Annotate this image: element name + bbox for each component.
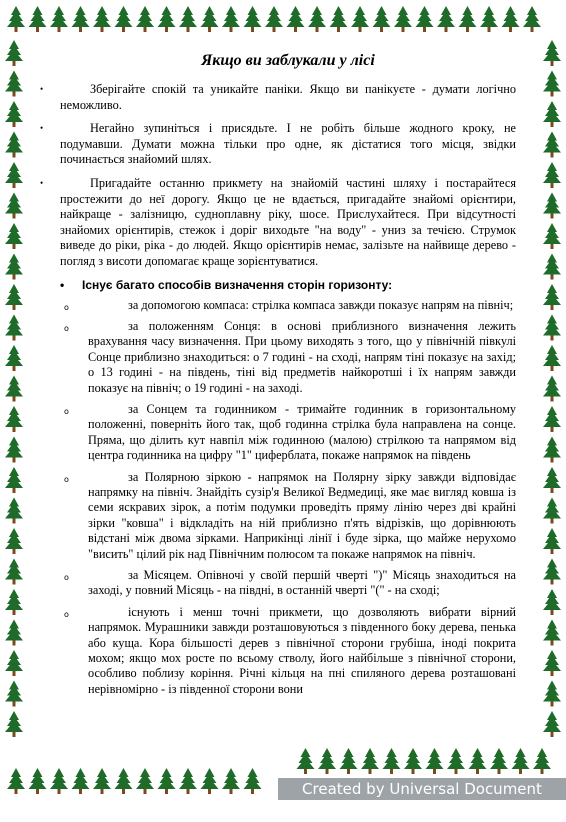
fir-tree-icon [512, 748, 530, 774]
fir-tree-icon [5, 681, 23, 707]
paragraph: • Негайно зупиніться і присядьте. І не робіть більше жодного кроку, не подумавши. Думати можна тільки про одне, як дістатися того місця, звідки починається знайомий шлях. [40, 121, 516, 167]
document-body [40, 52, 516, 703]
fir-tree-icon [5, 284, 23, 310]
fir-tree-icon [136, 768, 154, 794]
fir-tree-icon [179, 768, 197, 794]
fir-tree-icon [297, 748, 315, 774]
fir-tree-icon [287, 6, 305, 32]
fir-tree-icon [543, 254, 561, 280]
list-item: o за допомогою компаса: стрілка компаса завжди показує напрям на північ; [60, 298, 516, 313]
fir-tree-icon [5, 711, 23, 737]
fir-tree-icon [93, 6, 111, 32]
list-item: o за Сонцем та годинником - тримайте годинник в горизонтальному положенні, поверніть його так, щоб годинна стрілка була направлена на сонце. Пряма, що ділить кут навпіл між годинною (малою) стрілкою та напрямом від центра годинника на цифру "1" циферблата, покаже напрямок на південь [64, 401, 516, 463]
fir-tree-icon [543, 620, 561, 646]
fir-tree-icon [244, 6, 262, 32]
fir-tree-icon [543, 376, 561, 402]
fir-tree-icon [5, 620, 23, 646]
fir-tree-icon [543, 193, 561, 219]
fir-tree-icon [373, 6, 391, 32]
fir-tree-icon [543, 528, 561, 554]
fir-tree-icon [543, 40, 561, 66]
fir-tree-icon [5, 559, 23, 585]
fir-tree-icon [490, 748, 508, 774]
fir-tree-icon [5, 528, 23, 554]
fir-tree-icon [5, 193, 23, 219]
fir-tree-icon [543, 589, 561, 615]
fir-tree-icon [543, 467, 561, 493]
fir-tree-icon [201, 768, 219, 794]
fir-tree-icon [361, 748, 379, 774]
fir-tree-icon [244, 768, 262, 794]
fir-tree-icon [5, 437, 23, 463]
fir-tree-icon [543, 681, 561, 707]
fir-tree-icon [29, 6, 47, 32]
fir-tree-icon [5, 40, 23, 66]
fir-tree-icon [533, 748, 551, 774]
fir-tree-icon [222, 6, 240, 32]
fir-tree-icon [5, 254, 23, 280]
fir-tree-icon [179, 6, 197, 32]
fir-tree-icon [5, 406, 23, 432]
fir-tree-icon [543, 223, 561, 249]
circle-bullet-icon: o [64, 323, 69, 333]
bullet-icon: • [60, 277, 65, 292]
fir-tree-icon [201, 6, 219, 32]
orientation-methods-list [60, 298, 516, 698]
fir-tree-icon [50, 6, 68, 32]
list-item: o за Полярною зіркою - напрямок на Полярну зірку завжди відповідає напрямку на північ. Знайдіть сузір'я Великої Ведмедиці, яке має вигляд ковша із семи яскравих зірок, а потім подумки проведіть пряму лінію через дві крайні зірки "ковша" і відкладіть на ній приблизно п'ять відрізків, що дорівнюють відстані між двома зірками. Наприкінці лінії і буде зірка, що майже нерухомо "висить" цілий рік над Північним полюсом та покаже напрямок на північ. [64, 469, 516, 561]
fir-tree-icon [308, 6, 326, 32]
fir-tree-icon [50, 768, 68, 794]
fir-tree-icon [447, 748, 465, 774]
fir-tree-icon [459, 6, 477, 32]
fir-tree-icon [5, 589, 23, 615]
fir-tree-icon [543, 284, 561, 310]
fir-tree-icon [265, 6, 283, 32]
fir-tree-icon [351, 6, 369, 32]
fir-tree-icon [340, 748, 358, 774]
fir-tree-icon [543, 498, 561, 524]
fir-tree-icon [115, 768, 133, 794]
fir-tree-icon [5, 376, 23, 402]
fir-tree-icon [7, 6, 25, 32]
fir-tree-icon [115, 6, 133, 32]
fir-tree-icon [394, 6, 412, 32]
fir-tree-icon [5, 315, 23, 341]
watermark-banner: Created by Universal Document Converter [278, 778, 566, 800]
fir-tree-icon [29, 768, 47, 794]
fir-tree-icon [7, 768, 25, 794]
fir-tree-icon [543, 71, 561, 97]
fir-tree-icon [222, 768, 240, 794]
list-item: o за положенням Сонця: в основі приблизного визначення лежить врахування часу визначення. При цьому виходять з того, що у північній півкулі Сонце приблизно знаходиться: о 7 годині - на сході, напрям тіні показує на захід; о 13 годині - на південь, тіні від предметів найкоротші і їх напрям завжди показує на північ; о 19 годині - на заході. [64, 318, 516, 395]
fir-tree-icon [5, 498, 23, 524]
fir-tree-icon [404, 748, 422, 774]
fir-tree-icon [5, 223, 23, 249]
list-item: o за Місяцем. Опівночі у своїй першій чверті ")" Місяць знаходиться на заході, у повний Місяць - на півдні, в останній чверті "(" - на сході; [64, 568, 516, 598]
fir-tree-icon [543, 406, 561, 432]
fir-tree-icon [543, 162, 561, 188]
fir-tree-icon [543, 132, 561, 158]
fir-tree-icon [5, 101, 23, 127]
fir-tree-icon [543, 437, 561, 463]
fir-tree-icon [5, 345, 23, 371]
fir-tree-icon [469, 748, 487, 774]
fir-tree-icon [330, 6, 348, 32]
fir-tree-icon [543, 345, 561, 371]
circle-bullet-icon: o [64, 474, 69, 484]
circle-bullet-icon: o [64, 609, 69, 619]
paragraph: • Зберігайте спокій та уникайте паніки. Якщо ви панікуєте - думати логічно неможливо. [40, 82, 516, 112]
fir-tree-icon [5, 132, 23, 158]
fir-tree-icon [136, 6, 154, 32]
fir-tree-icon [5, 467, 23, 493]
paragraph: • Пригадайте останню прикмету на знайомій частині шляху і постарайтеся простежити до неї дорогу. Якщо це не вдається, пригадайте знайомі орієнтири, найкраще - залізницю, судноплавну ріку, шосе. Прислухайтеся. При відсутності знайомих орієнтирів, стежок і доріг виходьте "на воду" - униз за течією. Струмок виведе до ріки, ріка - до людей. Якщо орієнтирів немає, залізьте на найвище дерево - погляд з висоти допомагає краще зорієнтуватися. [40, 175, 516, 268]
fir-tree-icon [383, 748, 401, 774]
fir-tree-icon [543, 315, 561, 341]
fir-tree-icon [543, 559, 561, 585]
circle-bullet-icon: o [64, 302, 69, 312]
fir-tree-icon [437, 6, 455, 32]
fir-tree-icon [543, 650, 561, 676]
fir-tree-icon [543, 711, 561, 737]
fir-tree-icon [5, 71, 23, 97]
circle-bullet-icon: o [64, 406, 69, 416]
fir-tree-icon [543, 101, 561, 127]
fir-tree-icon [93, 768, 111, 794]
document-title: Якщо ви заблукали у лісі [201, 52, 375, 69]
fir-tree-icon [5, 162, 23, 188]
fir-tree-icon [158, 768, 176, 794]
fir-tree-icon [426, 748, 444, 774]
bullet-heading: • Існує багато способів визначення сторін горизонту: [60, 277, 393, 292]
fir-tree-icon [72, 6, 90, 32]
fir-tree-icon [158, 6, 176, 32]
fir-tree-icon [72, 768, 90, 794]
fir-tree-icon [523, 6, 541, 32]
fir-tree-icon [318, 748, 336, 774]
fir-tree-icon [416, 6, 434, 32]
fir-tree-icon [480, 6, 498, 32]
fir-tree-icon [502, 6, 520, 32]
list-item: o існують і менш точні прикмети, що дозволяють вибрати вірний напрямок. Мурашники завжди розташовуються з південного боку дерева, пенька або куща. Кора більшості дерев з північної сторони грубіша, іноді покрита мохом; якщо мох росте по всьому стволу, його найбільше з північної сторони, особливо поблизу коріння. Річні кільця на пні спиляного дерева розташовані нерівномірно - із південної сторони вони [64, 604, 516, 696]
circle-bullet-icon: o [64, 573, 69, 583]
fir-tree-icon [5, 650, 23, 676]
